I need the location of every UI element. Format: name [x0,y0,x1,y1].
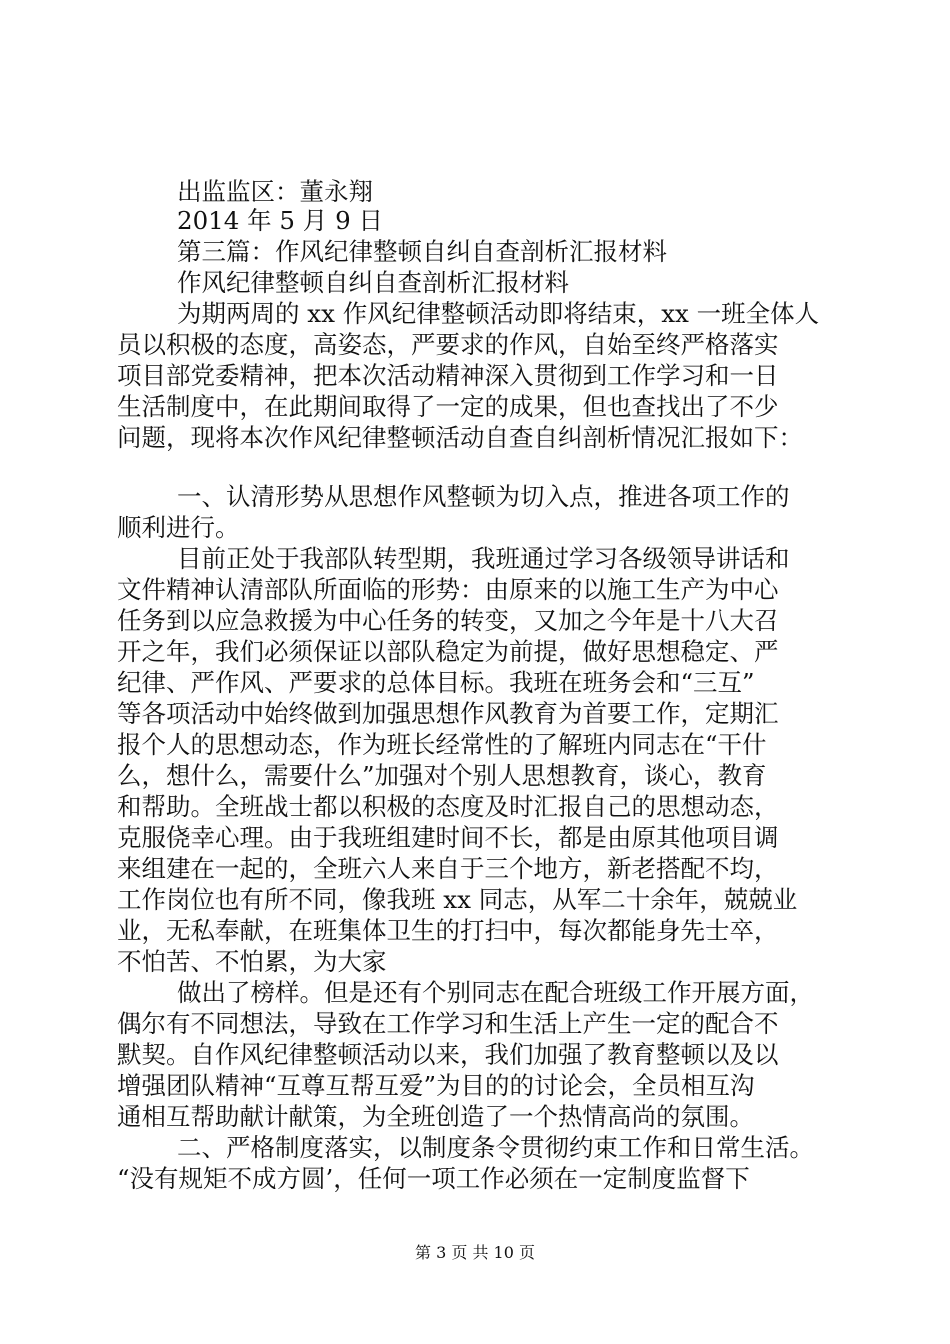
text-line: 和帮助。全班战士都以积极的态度及时汇报自己的思想动态， [117,792,779,821]
text-line: 为期两周的 xx 作风纪律整顿活动即将结束，xx 一班全体人 [177,299,820,328]
text-line: 问题，现将本次作风纪律整顿活动自查自纠剖析情况汇报如下： [117,423,803,452]
text-line: 目前正处于我部队转型期，我班通过学习各级领导讲话和 [177,544,790,573]
text-line: 文件精神认清部队所面临的形势：由原来的以施工生产为中心 [117,575,779,604]
text-line: 来组建在一起的，全班六人来自于三个地方，新老搭配不均， [117,854,779,883]
text-line: 做出了榜样。但是还有个别同志在配合班级工作开展方面， [177,978,814,1007]
text-line: 顺利进行。 [117,513,240,542]
text-line: 纪律、严作风、严要求的总体目标。我班在班务会和“三互” [117,668,755,697]
text-line: 通相互帮助献计献策，为全班创造了一个热情高尚的氛围。 [117,1102,754,1131]
text-line: “没有规矩不成方圆’，任何一项工作必须在一定制度监督下 [117,1164,750,1193]
author-line: 出监监区：董永翔 [177,177,373,206]
text-line: 一、认清形势从思想作风整顿为切入点，推进各项工作的 [177,482,790,511]
section-title: 作风纪律整顿自纠自查剖析汇报材料 [177,268,569,297]
chapter-heading: 第三篇：作风纪律整顿自纠自查剖析汇报材料 [177,237,667,266]
page-number: 第 3 页 共 10 页 [415,1243,535,1262]
text-line: 生活制度中，在此期间取得了一定的成果，但也查找出了不少 [117,392,779,421]
text-line: 员以积极的态度，高姿态，严要求的作风，自始至终严格落实 [117,330,779,359]
text-line: 开之年，我们必须保证以部队稳定为前提，做好思想稳定、严 [117,637,779,666]
text-line: 工作岗位也有所不同，像我班 xx 同志，从军二十余年，兢兢业 [117,885,798,914]
text-line: 业，无私奉献，在班集体卫生的打扫中，每次都能身先士卒， [117,916,779,945]
text-line: 么，想什么，需要什么”加强对个别人思想教育，谈心，教育 [117,761,767,790]
text-line: 增强团队精神“互尊互帮互爱”为目的的讨论会，全员相互沟 [117,1071,755,1100]
text-line: 任务到以应急救援为中心任务的转变，又加之今年是十八大召 [117,606,779,635]
text-line: 不怕苦、不怕累，为大家 [117,947,387,976]
text-line: 克服侥幸心理。由于我班组建时间不长，都是由原其他项目调 [117,823,779,852]
text-line: 等各项活动中始终做到加强思想作风教育为首要工作，定期汇 [117,699,779,728]
date-line: 2014 年 5 月 9 日 [177,206,383,235]
text-line: 报个人的思想动态，作为班长经常性的了解班内同志在“干什 [117,730,767,759]
text-line: 二、严格制度落实，以制度条令贯彻约束工作和日常生活。 [177,1133,814,1162]
text-line: 偶尔有不同想法，导致在工作学习和生活上产生一定的配合不 [117,1009,779,1038]
text-line: 项目部党委精神，把本次活动精神深入贯彻到工作学习和一日 [117,361,779,390]
text-line: 默契。自作风纪律整顿活动以来，我们加强了教育整顿以及以 [117,1040,779,1069]
